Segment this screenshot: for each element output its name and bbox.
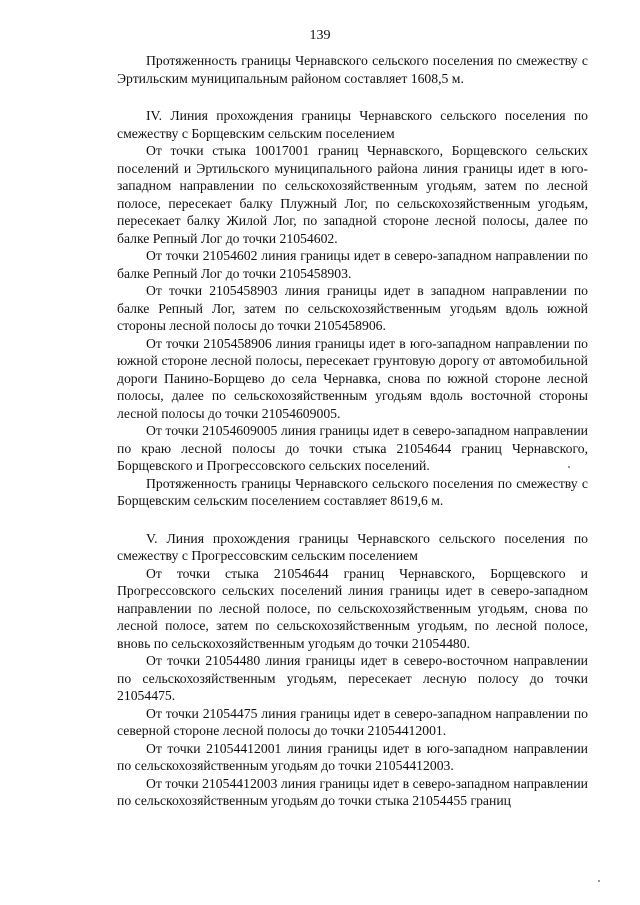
paragraph: От точки стыка 21054644 границ Чернавского, Борщевского и Прогрессовского сельских поселений линия границы идет в северо-западном направлении по лесной полосе, по сельскохозяйственным угодьям, снова по лесной полосе, затем по сельскохозяйственным угодьям, по лесной полосе, вновь по сельскохозяйственным угодьям до точки 21054480.: [117, 565, 588, 651]
section-heading-v: V. Линия прохождения границы Чернавского сельского поселения по смежеству с Прогрессовским сельским поселением: [117, 530, 588, 563]
paragraph: От точки 2105458906 линия границы идет в юго-западном направлении по южной стороне лесной полосы, пересекает грунтовую дорогу от автомобильной дороги Панино-Борщево до села Чернавка, снова по южной стороне лесной полосы, далее по сельскохозяйственным угодьям вдоль восточной стороны лесной полосы до точки 21054609005.: [117, 335, 588, 421]
paragraph: От точки 21054602 линия границы идет в северо-западном направлении по балке Репный Лог до точки 2105458903.: [117, 248, 588, 281]
paragraph: От точки 21054480 линия границы идет в северо-восточном направлении по сельскохозяйственным угодьям, пересекает лесную полосу до точки 21054475.: [117, 653, 588, 703]
paragraph: От точки 21054609005 линия границы идет в северо-западном направлении по краю лесной полосы до точки стыка 21054644 границ Чернавского, Борщевского и Прогрессовского сельских поселений.: [117, 423, 588, 473]
scan-speck: [568, 466, 570, 468]
scan-speck: [598, 880, 600, 882]
page-number: 139: [309, 28, 331, 43]
section-spacer: [117, 87, 588, 107]
paragraph: От точки 2105458903 линия границы идет в западном направлении по балке Репный Лог, затем по сельскохозяйственным угодьям вдоль южной стороны лесной полосы до точки 2105458906.: [117, 283, 588, 333]
paragraph: От точки 21054475 линия границы идет в северо-западном направлении по северной стороне лесной полосы до точки 21054412001.: [117, 705, 588, 738]
document-body: [117, 52, 588, 810]
paragraph-length-borshchevo: Протяженность границы Чернавского сельского поселения по смежеству с Борщевским сельским поселением составляет 8619,6 м.: [117, 475, 588, 508]
paragraph: От точки стыка 10017001 границ Чернавского, Борщевского сельских поселений и Эртильского муниципального района линия границы идет в юго-западном направлении по сельскохозяйственным угодьям, затем по лесной полосе, пересекает балку Плужный Лог, по сельскохозяйственным угодьям, пересекает балку Жилой Лог, по западной стороне лесной полосы, далее по балке Репный Лог до точки 21054602.: [117, 143, 588, 246]
paragraph: От точки 21054412001 линия границы идет в юго-западном направлении по сельскохозяйственным угодьям до точки 21054412003.: [117, 740, 588, 773]
paragraph-length-ertil: Протяженность границы Чернавского сельского поселения по смежеству с Эртильским муниципальным районом составляет 1608,5 м.: [117, 53, 588, 86]
section-heading-iv: IV. Линия прохождения границы Чернавского сельского поселения по смежеству с Борщевским сельским поселением: [117, 108, 588, 141]
section-spacer: [117, 510, 588, 530]
paragraph: От точки 21054412003 линия границы идет в северо-западном направлении по сельскохозяйственным угодьям до точки стыка 21054455 границ: [117, 775, 588, 808]
